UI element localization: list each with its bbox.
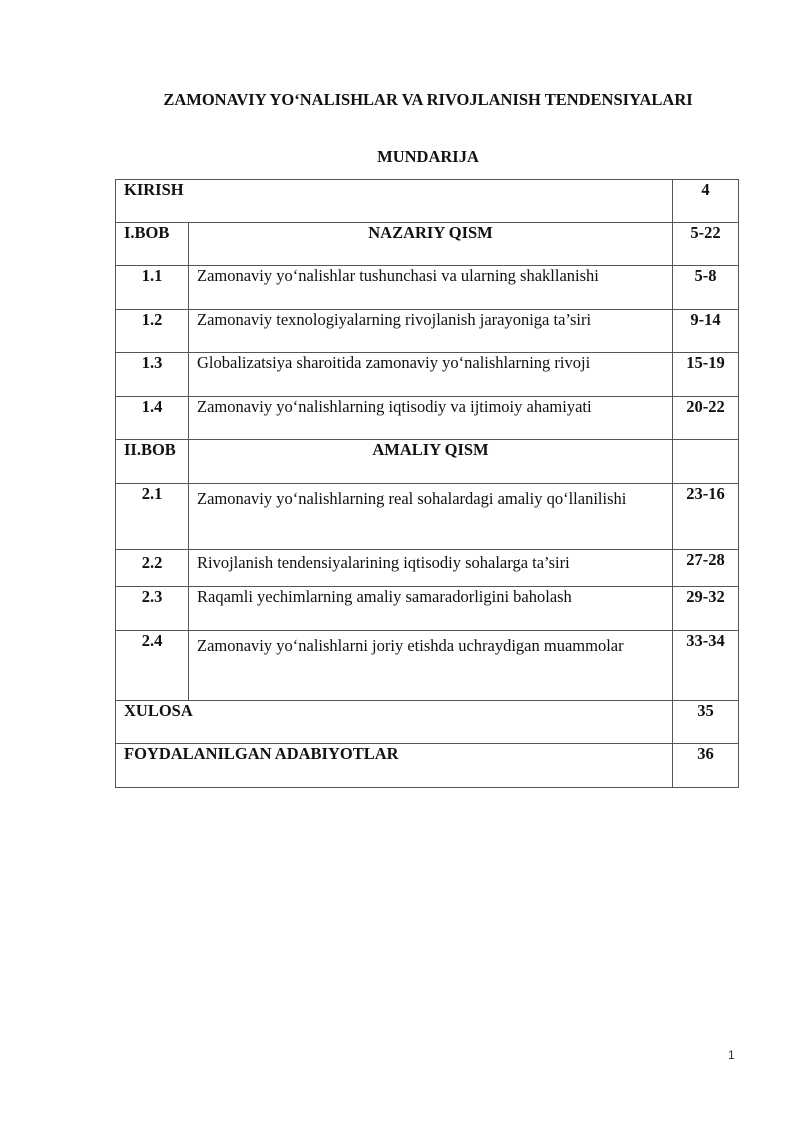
toc-chapter2-title: AMALIY QISM (189, 440, 673, 484)
page-number: 1 (728, 1048, 735, 1062)
table-row (116, 550, 739, 587)
toc-section-page: 23-16 (673, 484, 739, 550)
toc-section-page: 15-19 (673, 353, 739, 397)
toc-section-number: 1.1 (116, 266, 189, 310)
toc-section-page: 20-22 (673, 397, 739, 440)
toc-heading: MUNDARIJA (377, 147, 479, 166)
toc-references-label: FOYDALANILGAN ADABIYOTLAR (116, 744, 673, 788)
table-row (116, 484, 739, 550)
toc-section-page: 5-8 (673, 266, 739, 310)
toc-row-chapter2 (116, 440, 739, 484)
toc-row-chapter1 (116, 223, 739, 266)
toc-section-title: Zamonaviy yo‘nalishlar tushunchasi va ularning shakllanishi (189, 266, 673, 310)
toc-section-title: Zamonaviy yo‘nalishlarning real sohalardagi amaliy qo‘llanilishi (189, 484, 673, 550)
toc-section-number: 2.3 (116, 587, 189, 631)
toc-section-title: Zamonaviy yo‘nalishlarni joriy etishda uchraydigan muammolar (189, 631, 673, 701)
toc-conclusion-label: XULOSA (116, 701, 673, 744)
toc-section-number: 1.4 (116, 397, 189, 440)
table-row (116, 397, 739, 440)
table-of-contents (115, 179, 739, 788)
table-row (116, 310, 739, 353)
toc-row-intro (116, 180, 739, 223)
toc-chapter2-page (673, 440, 739, 484)
toc-chapter1-label: I.BOB (116, 223, 189, 266)
document-title: ZAMONAVIY YO‘NALISHLAR VA RIVOJLANISH TENDENSIYALARI (163, 90, 693, 109)
toc-section-page: 33-34 (673, 631, 739, 701)
toc-intro-label: KIRISH (116, 180, 673, 223)
table-row (116, 266, 739, 310)
toc-section-number: 2.4 (116, 631, 189, 701)
toc-chapter1-title: NAZARIY QISM (189, 223, 673, 266)
toc-references-page: 36 (673, 744, 739, 788)
toc-conclusion-page: 35 (673, 701, 739, 744)
table-row (116, 587, 739, 631)
toc-section-number: 1.3 (116, 353, 189, 397)
toc-section-title: Raqamli yechimlarning amaliy samaradorligini baholash (189, 587, 673, 631)
toc-row-references (116, 744, 739, 788)
toc-chapter2-label: II.BOB (116, 440, 189, 484)
toc-section-page: 29-32 (673, 587, 739, 631)
toc-row-conclusion (116, 701, 739, 744)
toc-section-number: 1.2 (116, 310, 189, 353)
toc-section-page: 9-14 (673, 310, 739, 353)
toc-section-title: Globalizatsiya sharoitida zamonaviy yo‘nalishlarning rivoji (189, 353, 673, 397)
toc-section-title: Zamonaviy texnologiyalarning rivojlanish jarayoniga ta’siri (189, 310, 673, 353)
toc-section-number: 2.2 (116, 550, 189, 587)
table-row (116, 353, 739, 397)
toc-chapter1-page: 5-22 (673, 223, 739, 266)
toc-section-title: Zamonaviy yo‘nalishlarning iqtisodiy va ijtimoiy ahamiyati (189, 397, 673, 440)
table-row (116, 631, 739, 701)
toc-section-title: Rivojlanish tendensiyalarining iqtisodiy sohalarga ta’siri (189, 550, 673, 587)
toc-intro-page: 4 (673, 180, 739, 223)
toc-section-page: 27-28 (673, 550, 739, 587)
toc-section-number: 2.1 (116, 484, 189, 550)
